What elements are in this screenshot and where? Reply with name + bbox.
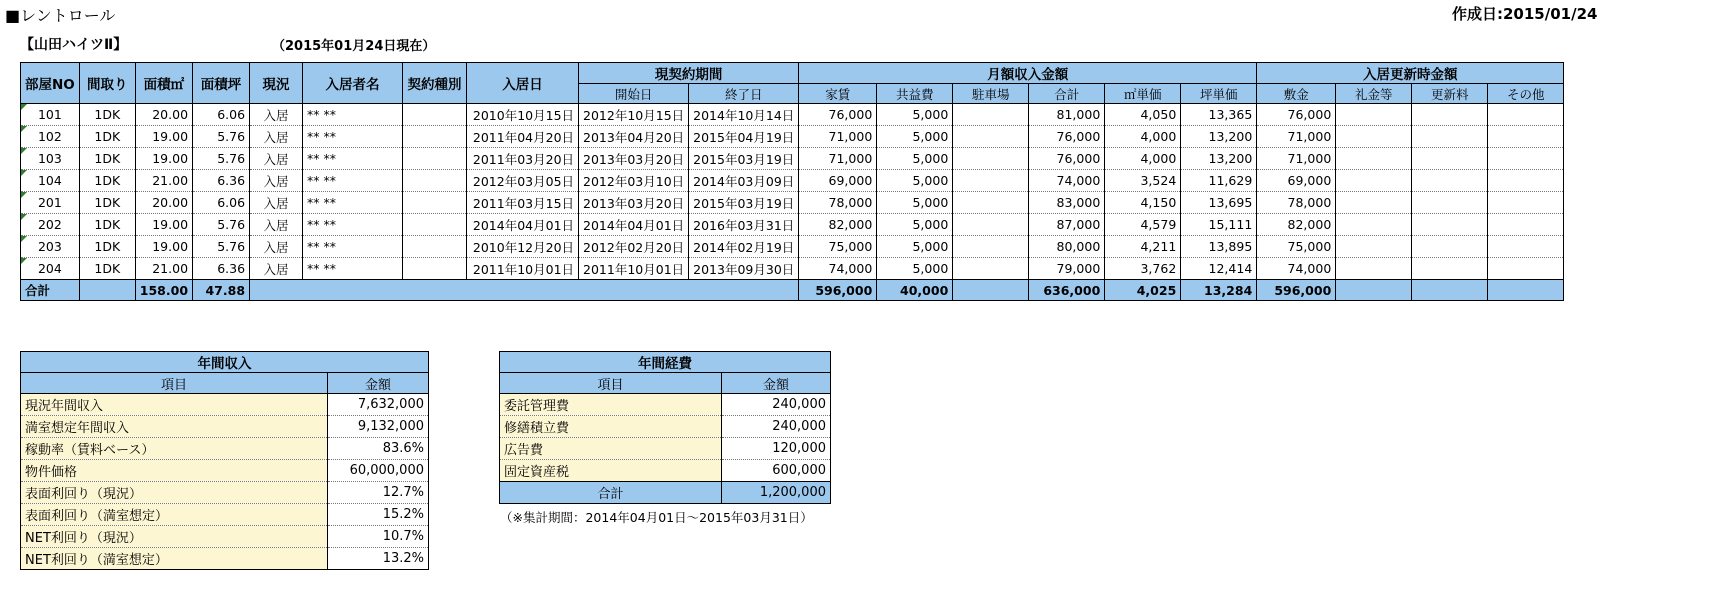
cell-common-fee[interactable]: 5,000 xyxy=(877,192,953,214)
expense-label[interactable]: 広告費 xyxy=(500,438,722,460)
cell-layout[interactable]: 1DK xyxy=(79,148,135,170)
cell-room[interactable]: 102 xyxy=(21,126,80,148)
cell-tenant[interactable]: ** ** xyxy=(303,236,403,258)
header-move-in: 入居日 xyxy=(467,63,579,104)
income-value[interactable]: 83.6% xyxy=(328,438,429,460)
income-label[interactable]: NET利回り（現況） xyxy=(21,526,328,548)
cell-other[interactable] xyxy=(1488,148,1564,170)
cell-tenant[interactable]: ** ** xyxy=(303,148,403,170)
cell-total[interactable]: 76,000 xyxy=(1029,148,1105,170)
cell-renewal-fee[interactable] xyxy=(1412,258,1488,280)
cell-other[interactable] xyxy=(1488,170,1564,192)
income-label[interactable]: 表面利回り（満室想定） xyxy=(21,504,328,526)
cell-area-tsubo[interactable]: 6.06 xyxy=(193,104,250,126)
cell-common-fee[interactable]: 5,000 xyxy=(877,258,953,280)
cell-end[interactable]: 2014年03月09日 xyxy=(689,170,799,192)
cell-key-money[interactable] xyxy=(1336,170,1412,192)
totals-renewal-fee xyxy=(1412,280,1488,301)
cell-start[interactable]: 2013年03月20日 xyxy=(579,192,689,214)
cell-move-in[interactable]: 2011年10月01日 xyxy=(467,258,579,280)
cell-tenant[interactable]: ** ** xyxy=(303,104,403,126)
income-label[interactable]: 満室想定年間収入 xyxy=(21,416,328,438)
income-label[interactable]: NET利回り（満室想定） xyxy=(21,548,328,570)
cell-area-m2[interactable]: 20.00 xyxy=(135,192,192,214)
cell-renewal-fee[interactable] xyxy=(1412,148,1488,170)
cell-per-tsubo[interactable]: 13,200 xyxy=(1181,126,1257,148)
table-row xyxy=(21,148,1564,170)
cell-area-tsubo[interactable]: 6.06 xyxy=(193,192,250,214)
annual-expense-table xyxy=(499,351,831,504)
header-other: その他 xyxy=(1488,84,1564,104)
list-item xyxy=(500,394,831,416)
income-col-amount: 金額 xyxy=(328,373,429,394)
header-area-tsubo: 面積坪 xyxy=(193,63,250,104)
income-value[interactable]: 9,132,000 xyxy=(328,416,429,438)
cell-room[interactable]: 104 xyxy=(21,170,80,192)
cell-rent[interactable]: 75,000 xyxy=(799,236,877,258)
cell-status[interactable]: 入居 xyxy=(250,214,303,236)
cell-contract-type[interactable] xyxy=(403,192,467,214)
cell-per-tsubo[interactable]: 13,365 xyxy=(1181,104,1257,126)
cell-area-m2[interactable]: 20.00 xyxy=(135,104,192,126)
cell-parking[interactable] xyxy=(953,126,1029,148)
cell-common-fee[interactable]: 5,000 xyxy=(877,126,953,148)
cell-rent[interactable]: 78,000 xyxy=(799,192,877,214)
cell-deposit[interactable]: 74,000 xyxy=(1257,258,1336,280)
totals-per-tsubo: 13,284 xyxy=(1181,280,1257,301)
cell-other[interactable] xyxy=(1488,258,1564,280)
cell-area-tsubo[interactable]: 6.36 xyxy=(193,258,250,280)
cell-rent[interactable]: 76,000 xyxy=(799,104,877,126)
expense-label[interactable]: 固定資産税 xyxy=(500,460,722,482)
income-value[interactable]: 13.2% xyxy=(328,548,429,570)
cell-key-money[interactable] xyxy=(1336,126,1412,148)
income-label[interactable]: 現況年間収入 xyxy=(21,394,328,416)
cell-area-tsubo[interactable]: 5.76 xyxy=(193,126,250,148)
cell-rent[interactable]: 82,000 xyxy=(799,214,877,236)
totals-deposit: 596,000 xyxy=(1257,280,1336,301)
expense-total-label: 合計 xyxy=(500,482,722,504)
header-deposit: 敷金 xyxy=(1257,84,1336,104)
expense-value[interactable]: 600,000 xyxy=(722,460,831,482)
header-common-fee: 共益費 xyxy=(877,84,953,104)
list-item xyxy=(21,482,429,504)
cell-parking[interactable] xyxy=(953,236,1029,258)
cell-contract-type[interactable] xyxy=(403,126,467,148)
cell-contract-type[interactable] xyxy=(403,258,467,280)
cell-renewal-fee[interactable] xyxy=(1412,214,1488,236)
cell-total[interactable]: 79,000 xyxy=(1029,258,1105,280)
cell-common-fee[interactable]: 5,000 xyxy=(877,236,953,258)
cell-rent[interactable]: 71,000 xyxy=(799,148,877,170)
cell-room[interactable]: 203 xyxy=(21,236,80,258)
cell-per-m2[interactable]: 4,211 xyxy=(1105,236,1181,258)
cell-per-m2[interactable]: 3,524 xyxy=(1105,170,1181,192)
header-layout: 間取り xyxy=(79,63,135,104)
cell-rent[interactable]: 71,000 xyxy=(799,126,877,148)
cell-move-in[interactable]: 2011年03月15日 xyxy=(467,192,579,214)
cell-move-in[interactable]: 2014年04月01日 xyxy=(467,214,579,236)
expense-value[interactable]: 240,000 xyxy=(722,394,831,416)
cell-tenant[interactable]: ** ** xyxy=(303,192,403,214)
cell-key-money[interactable] xyxy=(1336,258,1412,280)
cell-key-money[interactable] xyxy=(1336,192,1412,214)
cell-move-in[interactable]: 2011年04月20日 xyxy=(467,126,579,148)
cell-total[interactable]: 76,000 xyxy=(1029,126,1105,148)
totals-row xyxy=(21,280,1564,301)
header-total: 合計 xyxy=(1029,84,1105,104)
cell-status[interactable]: 入居 xyxy=(250,236,303,258)
cell-per-m2[interactable]: 4,579 xyxy=(1105,214,1181,236)
income-label[interactable]: 稼動率（賃料ベース） xyxy=(21,438,328,460)
table-row xyxy=(21,170,1564,192)
cell-layout[interactable]: 1DK xyxy=(79,214,135,236)
table-row xyxy=(21,236,1564,258)
expense-col-item: 項目 xyxy=(500,373,722,394)
list-item xyxy=(21,526,429,548)
cell-rent[interactable]: 69,000 xyxy=(799,170,877,192)
header-parking: 駐車場 xyxy=(953,84,1029,104)
cell-per-m2[interactable]: 4,000 xyxy=(1105,148,1181,170)
header-tenant: 入居者名 xyxy=(303,63,403,104)
list-item xyxy=(21,548,429,570)
cell-area-tsubo[interactable]: 5.76 xyxy=(193,236,250,258)
cell-per-tsubo[interactable]: 15,111 xyxy=(1181,214,1257,236)
list-item xyxy=(500,460,831,482)
cell-area-m2[interactable]: 19.00 xyxy=(135,148,192,170)
cell-tenant[interactable]: ** ** xyxy=(303,258,403,280)
cell-room[interactable]: 103 xyxy=(21,148,80,170)
cell-status[interactable]: 入居 xyxy=(250,258,303,280)
income-col-item: 項目 xyxy=(21,373,328,394)
cell-key-money[interactable] xyxy=(1336,236,1412,258)
cell-area-tsubo[interactable]: 5.76 xyxy=(193,214,250,236)
cell-layout[interactable]: 1DK xyxy=(79,104,135,126)
cell-tenant[interactable]: ** ** xyxy=(303,214,403,236)
header-room: 部屋NO xyxy=(21,63,80,104)
cell-contract-type[interactable] xyxy=(403,214,467,236)
table-row xyxy=(21,192,1564,214)
expense-value[interactable]: 120,000 xyxy=(722,438,831,460)
cell-start[interactable]: 2012年03月10日 xyxy=(579,170,689,192)
cell-per-m2[interactable]: 4,050 xyxy=(1105,104,1181,126)
totals-blank xyxy=(250,280,799,301)
cell-common-fee[interactable]: 5,000 xyxy=(877,148,953,170)
cell-per-tsubo[interactable]: 13,695 xyxy=(1181,192,1257,214)
cell-key-money[interactable] xyxy=(1336,214,1412,236)
list-item xyxy=(21,504,429,526)
cell-tenant[interactable]: ** ** xyxy=(303,170,403,192)
cell-renewal-fee[interactable] xyxy=(1412,104,1488,126)
cell-layout[interactable]: 1DK xyxy=(79,192,135,214)
header-key-money: 礼金等 xyxy=(1336,84,1412,104)
cell-end[interactable]: 2015年04月19日 xyxy=(689,126,799,148)
cell-layout[interactable]: 1DK xyxy=(79,126,135,148)
cell-total[interactable]: 74,000 xyxy=(1029,170,1105,192)
cell-other[interactable] xyxy=(1488,104,1564,126)
list-item xyxy=(500,438,831,460)
cell-per-tsubo[interactable]: 13,895 xyxy=(1181,236,1257,258)
cell-start[interactable]: 2014年04月01日 xyxy=(579,214,689,236)
cell-end[interactable]: 2013年09月30日 xyxy=(689,258,799,280)
totals-layout xyxy=(79,280,135,301)
cell-renewal-fee[interactable] xyxy=(1412,170,1488,192)
cell-room[interactable]: 101 xyxy=(21,104,80,126)
totals-common-fee: 40,000 xyxy=(877,280,953,301)
cell-per-m2[interactable]: 3,762 xyxy=(1105,258,1181,280)
cell-contract-type[interactable] xyxy=(403,104,467,126)
cell-area-m2[interactable]: 21.00 xyxy=(135,170,192,192)
income-value[interactable]: 10.7% xyxy=(328,526,429,548)
cell-renewal-fee[interactable] xyxy=(1412,126,1488,148)
cell-total[interactable]: 83,000 xyxy=(1029,192,1105,214)
cell-end[interactable]: 2015年03月19日 xyxy=(689,192,799,214)
header-per-m2: ㎡単価 xyxy=(1105,84,1181,104)
cell-room[interactable]: 204 xyxy=(21,258,80,280)
cell-common-fee[interactable]: 5,000 xyxy=(877,214,953,236)
expense-label[interactable]: 委託管理費 xyxy=(500,394,722,416)
list-item xyxy=(21,460,429,482)
cell-parking[interactable] xyxy=(953,170,1029,192)
cell-contract-type[interactable] xyxy=(403,170,467,192)
totals-key-money xyxy=(1336,280,1412,301)
expense-col-amount: 金額 xyxy=(722,373,831,394)
cell-start[interactable]: 2012年10月15日 xyxy=(579,104,689,126)
income-title: 年間収入 xyxy=(21,352,429,373)
cell-other[interactable] xyxy=(1488,126,1564,148)
cell-renewal-fee[interactable] xyxy=(1412,192,1488,214)
cell-key-money[interactable] xyxy=(1336,104,1412,126)
cell-area-tsubo[interactable]: 5.76 xyxy=(193,148,250,170)
header-renewal-amounts: 入居更新時金額 xyxy=(1257,63,1564,84)
cell-common-fee[interactable]: 5,000 xyxy=(877,170,953,192)
totals-label: 合計 xyxy=(21,280,80,301)
cell-status[interactable]: 入居 xyxy=(250,104,303,126)
cell-other[interactable] xyxy=(1488,214,1564,236)
cell-parking[interactable] xyxy=(953,104,1029,126)
cell-key-money[interactable] xyxy=(1336,148,1412,170)
property-name: 【山田ハイツⅡ】 xyxy=(20,37,128,53)
rent-roll-table xyxy=(20,62,1564,301)
totals-area-m2: 158.00 xyxy=(135,280,192,301)
totals-parking xyxy=(953,280,1029,301)
cell-per-tsubo[interactable]: 11,629 xyxy=(1181,170,1257,192)
cell-total[interactable]: 87,000 xyxy=(1029,214,1105,236)
cell-move-in[interactable]: 2010年10月15日 xyxy=(467,104,579,126)
cell-status[interactable]: 入居 xyxy=(250,170,303,192)
header-area-m2: 面積㎡ xyxy=(135,63,192,104)
income-value[interactable]: 12.7% xyxy=(328,482,429,504)
cell-per-tsubo[interactable]: 13,200 xyxy=(1181,148,1257,170)
cell-end[interactable]: 2014年02月19日 xyxy=(689,236,799,258)
cell-total[interactable]: 81,000 xyxy=(1029,104,1105,126)
cell-area-m2[interactable]: 21.00 xyxy=(135,258,192,280)
cell-start[interactable]: 2013年04月20日 xyxy=(579,126,689,148)
cell-other[interactable] xyxy=(1488,192,1564,214)
cell-deposit[interactable]: 78,000 xyxy=(1257,192,1336,214)
cell-status[interactable]: 入居 xyxy=(250,126,303,148)
header-monthly-income: 月額収入金額 xyxy=(799,63,1257,84)
cell-move-in[interactable]: 2011年03月20日 xyxy=(467,148,579,170)
expense-value[interactable]: 240,000 xyxy=(722,416,831,438)
cell-layout[interactable]: 1DK xyxy=(79,170,135,192)
list-item xyxy=(500,416,831,438)
header-rent: 家賃 xyxy=(799,84,877,104)
cell-deposit[interactable]: 76,000 xyxy=(1257,104,1336,126)
created-date: 作成日:2015/01/24 xyxy=(1452,5,1598,23)
list-item xyxy=(21,438,429,460)
header-status: 現況 xyxy=(250,63,303,104)
cell-deposit[interactable]: 69,000 xyxy=(1257,170,1336,192)
header-start: 開始日 xyxy=(579,84,689,104)
cell-total[interactable]: 80,000 xyxy=(1029,236,1105,258)
header-contract-period: 現契約期間 xyxy=(579,63,799,84)
header-renewal-fee: 更新料 xyxy=(1412,84,1488,104)
cell-other[interactable] xyxy=(1488,236,1564,258)
cell-area-m2[interactable]: 19.00 xyxy=(135,236,192,258)
cell-status[interactable]: 入居 xyxy=(250,192,303,214)
income-label[interactable]: 物件価格 xyxy=(21,460,328,482)
cell-move-in[interactable]: 2010年12月20日 xyxy=(467,236,579,258)
totals-per-m2: 4,025 xyxy=(1105,280,1181,301)
expense-total-value: 1,200,000 xyxy=(722,482,831,504)
expense-total-row xyxy=(500,482,831,504)
aggregation-period-note: （※集計期間：2014年04月01日～2015年03月31日） xyxy=(500,510,813,525)
cell-end[interactable]: 2014年10月14日 xyxy=(689,104,799,126)
income-value[interactable]: 7,632,000 xyxy=(328,394,429,416)
table-row xyxy=(21,258,1564,280)
cell-tenant[interactable]: ** ** xyxy=(303,126,403,148)
cell-end[interactable]: 2015年03月19日 xyxy=(689,148,799,170)
table-row xyxy=(21,126,1564,148)
cell-deposit[interactable]: 82,000 xyxy=(1257,214,1336,236)
totals-total: 636,000 xyxy=(1029,280,1105,301)
list-item xyxy=(21,416,429,438)
totals-other xyxy=(1488,280,1564,301)
cell-per-m2[interactable]: 4,000 xyxy=(1105,126,1181,148)
totals-area-tsubo: 47.88 xyxy=(193,280,250,301)
cell-area-tsubo[interactable]: 6.36 xyxy=(193,170,250,192)
income-value[interactable]: 15.2% xyxy=(328,504,429,526)
cell-per-tsubo[interactable]: 12,414 xyxy=(1181,258,1257,280)
cell-contract-type[interactable] xyxy=(403,236,467,258)
cell-status[interactable]: 入居 xyxy=(250,148,303,170)
cell-parking[interactable] xyxy=(953,258,1029,280)
table-row xyxy=(21,104,1564,126)
cell-contract-type[interactable] xyxy=(403,148,467,170)
document-title: ■レントロール xyxy=(5,6,116,25)
cell-parking[interactable] xyxy=(953,192,1029,214)
cell-start[interactable]: 2011年10月01日 xyxy=(579,258,689,280)
cell-layout[interactable]: 1DK xyxy=(79,258,135,280)
header-per-tsubo: 坪単価 xyxy=(1181,84,1257,104)
cell-common-fee[interactable]: 5,000 xyxy=(877,104,953,126)
expense-label[interactable]: 修繕積立費 xyxy=(500,416,722,438)
cell-end[interactable]: 2016年03月31日 xyxy=(689,214,799,236)
cell-area-m2[interactable]: 19.00 xyxy=(135,126,192,148)
cell-room[interactable]: 201 xyxy=(21,192,80,214)
cell-start[interactable]: 2013年03月20日 xyxy=(579,148,689,170)
income-value[interactable]: 60,000,000 xyxy=(328,460,429,482)
cell-deposit[interactable]: 71,000 xyxy=(1257,126,1336,148)
annual-income-table xyxy=(20,351,429,570)
cell-deposit[interactable]: 75,000 xyxy=(1257,236,1336,258)
cell-deposit[interactable]: 71,000 xyxy=(1257,148,1336,170)
cell-renewal-fee[interactable] xyxy=(1412,236,1488,258)
totals-rent: 596,000 xyxy=(799,280,877,301)
income-label[interactable]: 表面利回り（現況） xyxy=(21,482,328,504)
list-item xyxy=(21,394,429,416)
cell-move-in[interactable]: 2012年03月05日 xyxy=(467,170,579,192)
as-of-date: （2015年01月24日現在） xyxy=(272,39,436,54)
cell-per-m2[interactable]: 4,150 xyxy=(1105,192,1181,214)
cell-parking[interactable] xyxy=(953,214,1029,236)
cell-layout[interactable]: 1DK xyxy=(79,236,135,258)
cell-rent[interactable]: 74,000 xyxy=(799,258,877,280)
expense-title: 年間経費 xyxy=(500,352,831,373)
table-row xyxy=(21,214,1564,236)
cell-start[interactable]: 2012年02月20日 xyxy=(579,236,689,258)
cell-parking[interactable] xyxy=(953,148,1029,170)
cell-room[interactable]: 202 xyxy=(21,214,80,236)
header-contract-type: 契約種別 xyxy=(403,63,467,104)
header-end: 終了日 xyxy=(689,84,799,104)
cell-area-m2[interactable]: 19.00 xyxy=(135,214,192,236)
